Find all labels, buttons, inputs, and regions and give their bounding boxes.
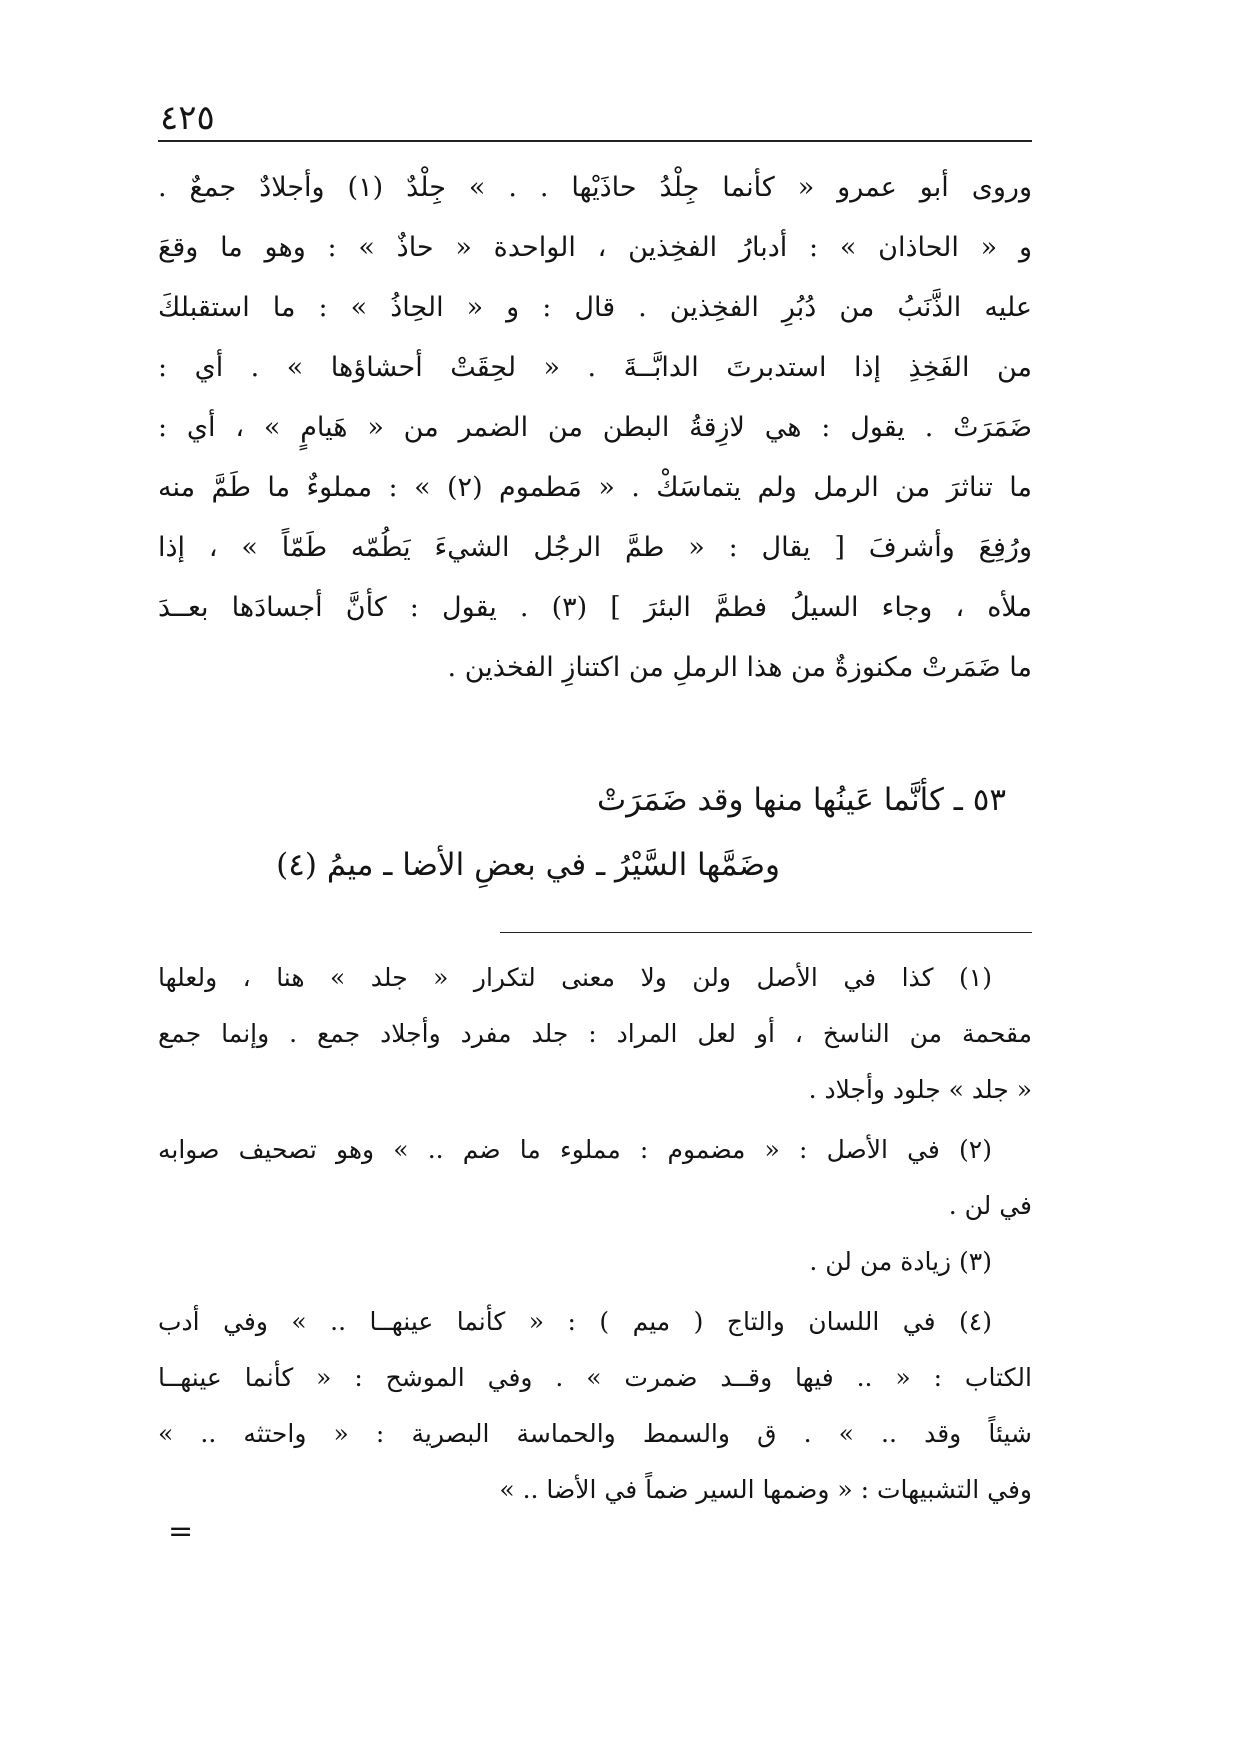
verse-text: ٥٣ ـ كأنَّما عَينُها منها وقد ضَمَرَتْ	[597, 782, 1006, 818]
footnote-line: شيئاً وقد .. » . ق والسمط والحماسة البصرية : « واحتثه .. »	[158, 1419, 1032, 1448]
text-line: وروى أبو عمرو « كأنما جِلْدُ حاذَيْها . . » جِلْدٌ (١) وأجلادٌ جمعٌ .	[158, 172, 1032, 203]
footnote-line: الكتاب : « .. فيها وقــد ضمرت » . وفي الموشح : « كأنما عينهــا	[158, 1363, 1032, 1392]
footnote-line: « جلد » جلود وأجلاد .	[808, 1075, 1032, 1104]
footnote-2	[158, 1122, 1032, 1234]
footnote-line: في لن .	[948, 1191, 1032, 1220]
footnote-4	[158, 1294, 1032, 1518]
footnote-3	[158, 1234, 1032, 1290]
footnote-line: (١) كذا في الأصل ولن ولا معنى لتكرار « جلد » هنا ، ولعلها	[158, 963, 992, 992]
footnote-line: (٢) في الأصل : « مضموم : مملوء ما ضم .. » وهو تصحيف صوابه	[158, 1135, 992, 1164]
text-line: عليه الذَّنَبُ من دُبُرِ الفخِذين . قال : و « الحِاذُ » : ما استقبلكَ	[158, 292, 1032, 323]
text-line: ملأه ، وجاء السيلُ فطمَّ البئرَ ] (٣) . يقول : كأنَّ أجسادَها بعــدَ	[158, 592, 1032, 623]
footnote-line: مقحمة من الناسخ ، أو لعل المراد : جلد مفرد وأجلاد جمع . وإنما جمع	[158, 1019, 1032, 1048]
text-line: من الفَخِذِ إذا استدبرتَ الدابَّــةَ . « لحِقَتْ أحشاؤها » . أي :	[158, 352, 1032, 383]
main-text	[158, 158, 1032, 698]
text-line: ورُفِعَ وأشرفَ [ يقال : « طمَّ الرجُل الشيءَ يَطُمّه طَمّاً » ، إذا	[158, 532, 1032, 563]
footnote-line: وفي التشبيهات : « وضمها السير ضماً في الأضا .. »	[499, 1475, 1032, 1504]
footnote-1	[158, 950, 1032, 1118]
header-rule	[158, 140, 1032, 142]
text-line: ما ضَمَرتْ مكنوزةٌ من هذا الرملِ من اكتنازِ الفخذين .	[447, 652, 1032, 683]
footnote-line: (٤) في اللسان والتاج ( ميم ) : « كأنما عينهــا .. » وفي أدب	[158, 1307, 992, 1336]
page-number: ٤٢٥	[160, 98, 215, 138]
text-line: ما تناثرَ من الرمل ولم يتماسَكْ . « مَطموم (٢) » : مملوءٌ ما طَمَّ منه	[158, 472, 1032, 503]
text-line: و « الحاذان » : أدبارُ الفخِذين ، الواحدة « حاذٌ » : وهو ما وقعَ	[158, 232, 1032, 263]
footnotes	[158, 950, 1032, 1518]
footnote-line: (٣) زيادة من لن .	[809, 1247, 992, 1276]
text-line: ضَمَرَتْ . يقول : هي لازِقةُ البطن من الضمر من « هَيامٍ » ، أي :	[158, 412, 1032, 443]
verse-text: وضَمَّها السَّيْرُ ـ في بعضِ الأضا ـ ميمُ (٤)	[276, 847, 780, 883]
continuation-mark: =	[168, 1514, 194, 1549]
verse-hemistich-2	[158, 835, 1032, 895]
footnote-rule	[500, 932, 1032, 933]
verse-hemistich-1	[158, 770, 1032, 830]
